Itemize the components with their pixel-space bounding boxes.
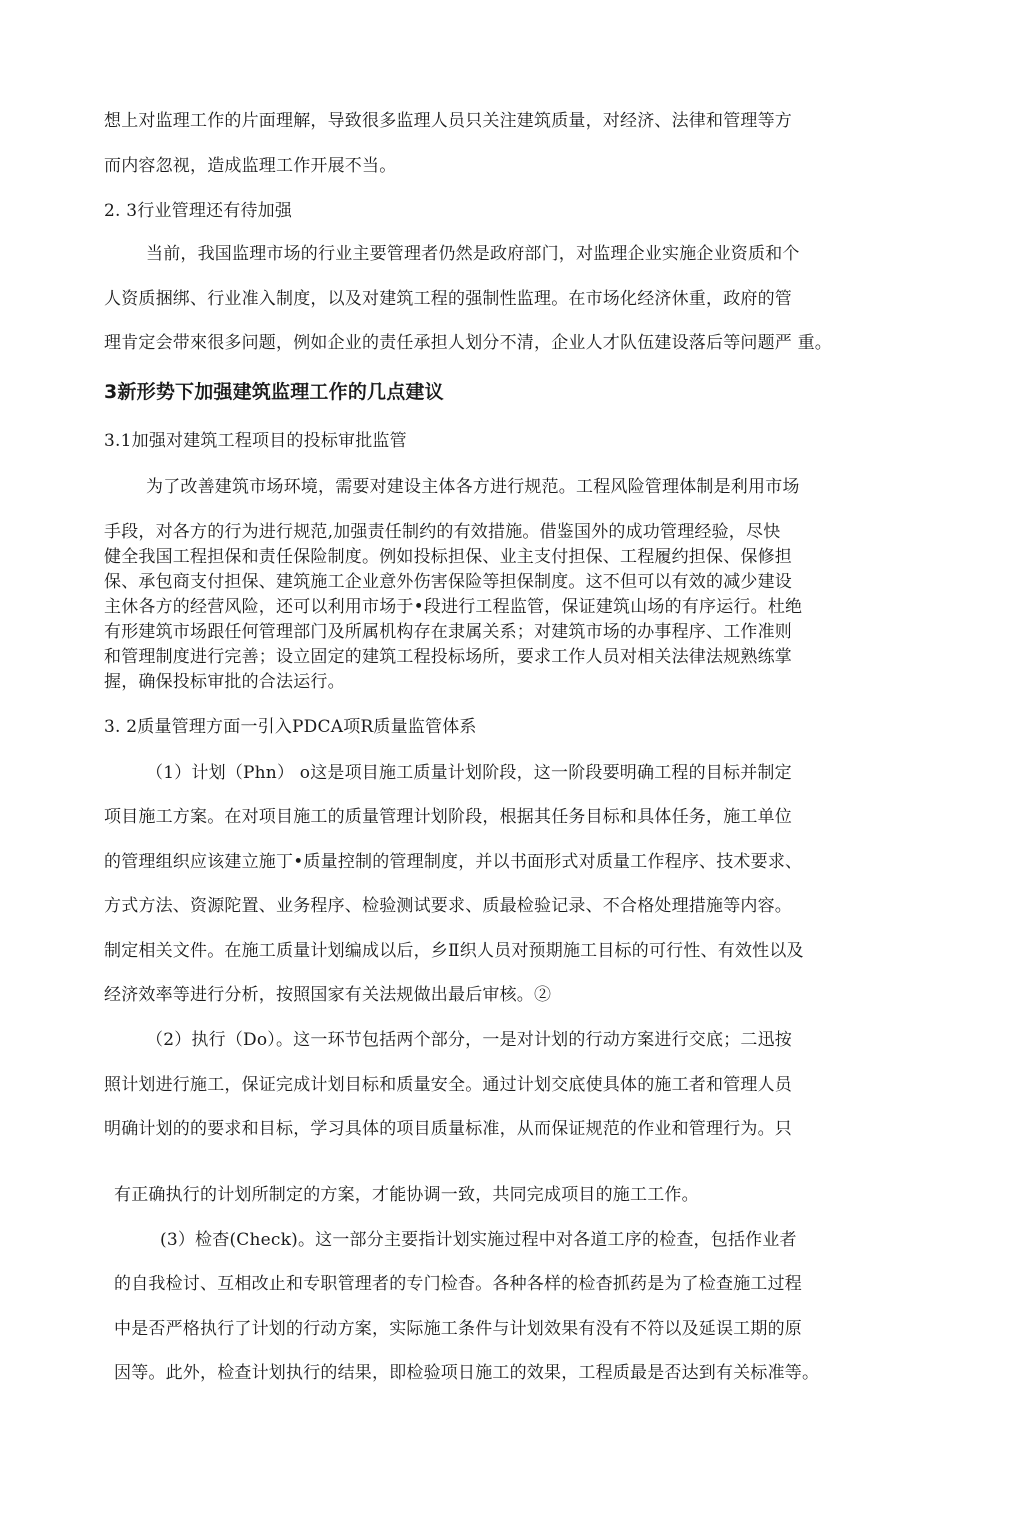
section-heading-3-1: 3.1加强对建筑工程项目的投标审批监管 bbox=[104, 431, 407, 451]
text-line: 照计划进行施工，保证完成计划目标和质量安全。通过计划交底使具体的施工者和管理人员 bbox=[104, 1075, 792, 1095]
text-line: 理肯定会带來很多问题，例如企业的责任承担人划分不清，企业人才队伍建设落后等问题严 重。 bbox=[104, 333, 833, 353]
text-line: 为了改善建筑市场环境，需要对建设主体各方进行规范。工程风险管理体制是利用市场 bbox=[146, 477, 800, 497]
text-line: 握，确保投标审批的合法运行。 bbox=[104, 672, 345, 692]
text-line: 手段，对各方的行为进行规范,加强责任制约的有效措施。借鉴国外的成功管理经验，尽快 bbox=[104, 522, 781, 542]
text-line: 方式方法、资源陀置、业务程序、检验测试要求、质最检验记录、不合格处理措施等内容。 bbox=[104, 896, 792, 916]
text-line: 而内容忽视，造成监理工作开展不当。 bbox=[104, 156, 397, 176]
text-line: 中是否严格执行了计划的行动方案，实际施工条件与计划效果有没有不符以及延误工期的原 bbox=[114, 1319, 802, 1339]
text-line: 当前，我国监理市场的行业主要管理者仍然是政府部门，对监理企业实施企业资质和个 bbox=[146, 244, 800, 264]
text-line: 经济效率等进行分析，按照国家有关法规做出最后审核。② bbox=[104, 985, 552, 1005]
text-line: 有正确执行的计划所制定的方案，才能协调一致，共同完成项目的施工工作。 bbox=[114, 1185, 699, 1205]
text-line: 的自我检讨、互相改止和专职管理者的专门检杳。各种各样的检杳抓药是为了检查施工过程 bbox=[114, 1274, 802, 1294]
text-line: 健全我国工程担保和责任保险制度。例如投标担保、业主支付担保、工程履约担保、保修担 bbox=[104, 547, 792, 567]
text-line: 制定相关文件。在施工质量计划编成以后，乡Ⅱ织人员对预期施工目标的可行性、有效性以及 bbox=[104, 941, 804, 961]
chapter-heading-3: 3新形势下加强建筑监理工作的几点建议 bbox=[104, 381, 444, 403]
text-line: 保、承包商支付担保、建筑施工企业意外伤害保险等担保制度。这不但可以有效的减少建设 bbox=[104, 572, 792, 592]
text-line: 明确计划的的要求和目标，学习具体的项目质量标准，从而保证规范的作业和管理行为。只 bbox=[104, 1119, 792, 1139]
text-line: 和管理制度进行完善；设立固定的建筑工程投标场所，要求工作人员对相关法律法规熟练掌 bbox=[104, 647, 792, 667]
section-heading-3-2: 3. 2质量管理方面一引入PDCA项R质量监管体系 bbox=[104, 717, 477, 737]
text-line: 项目施工方案。在对项目施工的质量管理计划阶段，根据其任务目标和具体任务，施工单位 bbox=[104, 807, 792, 827]
text-line: 因等。此外，检查计划执行的结果，即检验项日施工的效果，工程质最是否达到有关标准等。 bbox=[114, 1363, 820, 1383]
text-line: 想上对监理工作的片面理解，导致很多监理人员只关注建筑质量，对经济、法律和管理等方 bbox=[104, 111, 792, 131]
text-line: 主休各方的经营风险，还可以利用市场于•段进行工程监管，保证建筑山场的有序运行。杜绝 bbox=[104, 597, 803, 617]
text-line: 有形建筑市场跟任何管理部门及所属机构存在隶属关系；对建筑市场的办事程序、工作准则 bbox=[104, 622, 792, 642]
text-line: (3）检杳(Check)。这一部分主要指计划实施过程中对各道工序的检查，包括作业者 bbox=[160, 1230, 797, 1250]
text-line: （2）执行（Do）。这一环节包括两个部分，一是对计划的行动方案进行交底；二迅按 bbox=[146, 1030, 792, 1050]
text-line: 的管理组织应该建立施丁•质量控制的管理制度，并以书面形式对质量工作程序、技术要求、 bbox=[104, 852, 803, 872]
section-heading-2-3: 2. 3行业管理还有待加强 bbox=[104, 201, 293, 221]
text-line: 人资质捆绑、行业准入制度，以及对建筑工程的强制性监理。在市场化经济休重，政府的管 bbox=[104, 289, 792, 309]
text-line: （1）计划（Phn） o这是项目施工质量计划阶段，这一阶段要明确工程的目标并制定 bbox=[146, 763, 792, 783]
